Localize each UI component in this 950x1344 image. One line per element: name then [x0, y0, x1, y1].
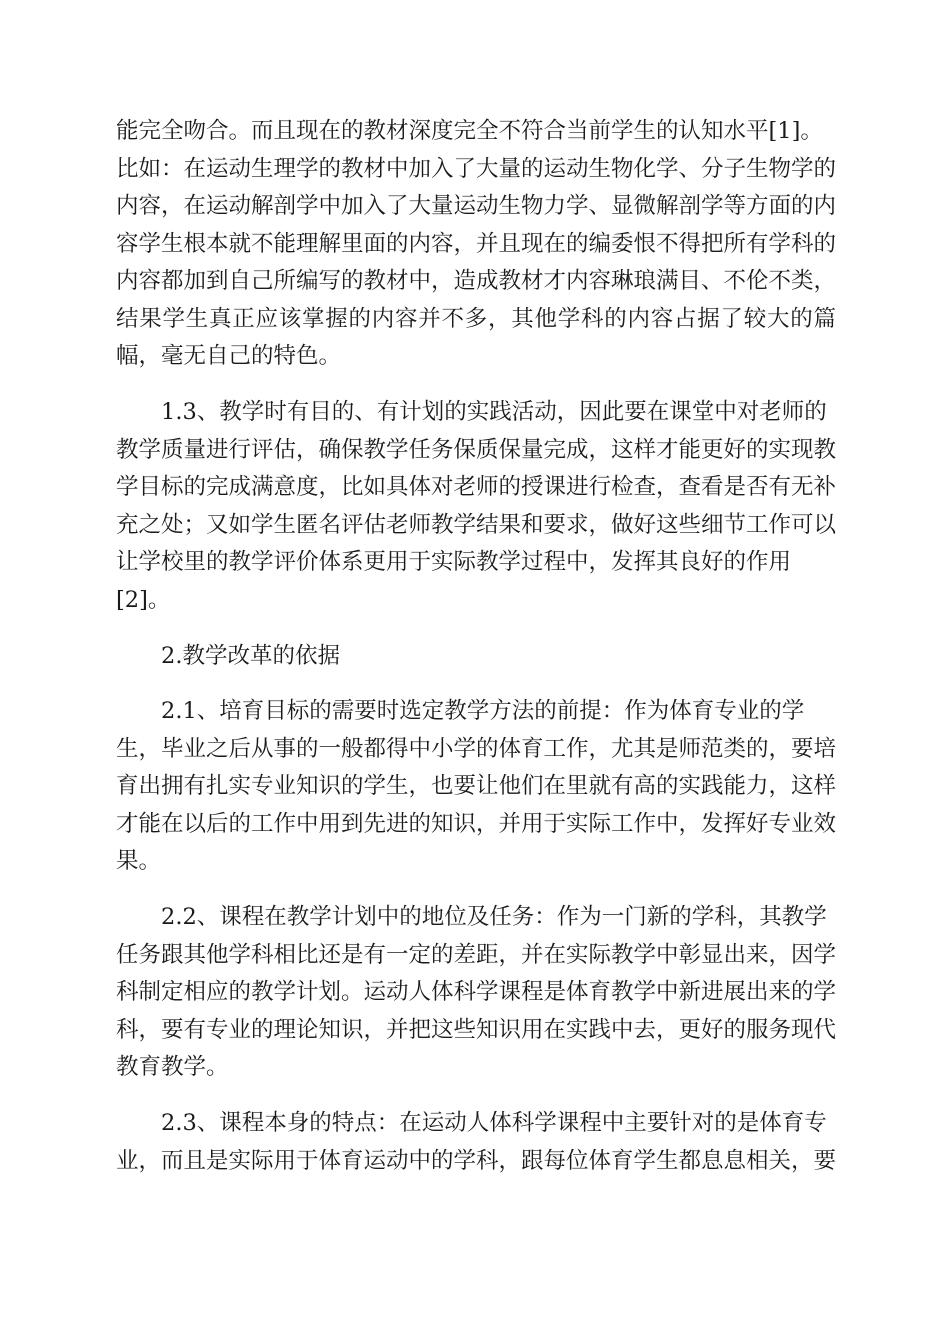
text-line: 让学校里的教学评价体系更用于实际教学过程中，发挥其良好的作用: [116, 549, 792, 575]
text-line: 充之处；又如学生匿名评估老师教学结果和要求，做好这些细节工作可以: [116, 511, 837, 538]
text-line: 科制定相应的教学计划。运动人体科学课程是体育教学中新进展出来的学: [116, 979, 837, 1005]
paragraph-2-2: [116, 899, 836, 1087]
text-line: 果。: [116, 848, 162, 874]
text-line: 结果学生真正应该掌握的内容并不多，其他学科的内容占据了较大的篇: [116, 305, 836, 332]
text-line: 幅，毫无自己的特色。: [116, 343, 342, 369]
text-line: 比如：在运动生理学的教材中加入了大量的运动生物化学、分子生物学的: [116, 155, 837, 182]
text-line: 2.3、课程本身的特点：在运动人体科学课程中主要针对的是体育专: [161, 1110, 827, 1136]
text-line: 教育教学。: [116, 1054, 229, 1080]
text-line: 育出拥有扎实专业知识的学生，也要让他们在里就有高的实践能力，这样: [116, 773, 837, 799]
text-line: 生，毕业之后从事的一般都得中小学的体育工作，尤其是师范类的，要培: [116, 735, 837, 762]
text-line: 才能在以后的工作中用到先进的知识，并用于实际工作中，发挥好专业效: [116, 810, 837, 837]
paragraph-2-1: [116, 693, 836, 881]
text-line: [2]。: [116, 586, 171, 613]
text-line: 能完全吻合。而且现在的教材深度完全不符合当前学生的认知水平[1]。: [116, 118, 823, 144]
text-line: 2.1、培育目标的需要时选定教学方法的前提：作为体育专业的学: [161, 698, 805, 724]
paragraph-2-3: [116, 1105, 836, 1180]
text-line: 容学生根本就不能理解里面的内容，并且现在的编委恨不得把所有学科的: [116, 230, 837, 257]
text-line: 内容都加到自己所编写的教材中，造成教材才内容琳琅满目、不伦不类，: [116, 268, 837, 294]
text-line: 科，要有专业的理论知识，并把这些知识用在实践中去，更好的服务现代: [116, 1016, 837, 1043]
text-line: 任务跟其他学科相比还是有一定的差距，并在实际教学中彰显出来，因学: [116, 941, 837, 968]
paragraph-1: [116, 113, 836, 376]
text-line: 内容，在运动解剖学中加入了大量运动生物力学、显微解剖学等方面的内: [116, 193, 837, 219]
section-title: 2.教学改革的依据: [161, 643, 340, 669]
text-line: 2.2、课程在教学计划中的地位及任务：作为一门新的学科，其教学: [161, 904, 827, 930]
paragraph-1-3: [116, 394, 836, 619]
text-line: 学目标的完成满意度，比如具体对老师的授课进行检查，查看是否有无补: [116, 474, 837, 500]
text-line: 1.3、教学时有目的、有计划的实践活动，因此要在课堂中对老师的: [161, 399, 827, 425]
text-line: 教学质量进行评估，确保教学任务保质保量完成，这样才能更好的实现教: [116, 436, 837, 463]
section-heading-2: [116, 638, 836, 676]
text-line: 业，而且是实际用于体育运动中的学科，跟每位体育学生都息息相关，要: [116, 1147, 837, 1174]
